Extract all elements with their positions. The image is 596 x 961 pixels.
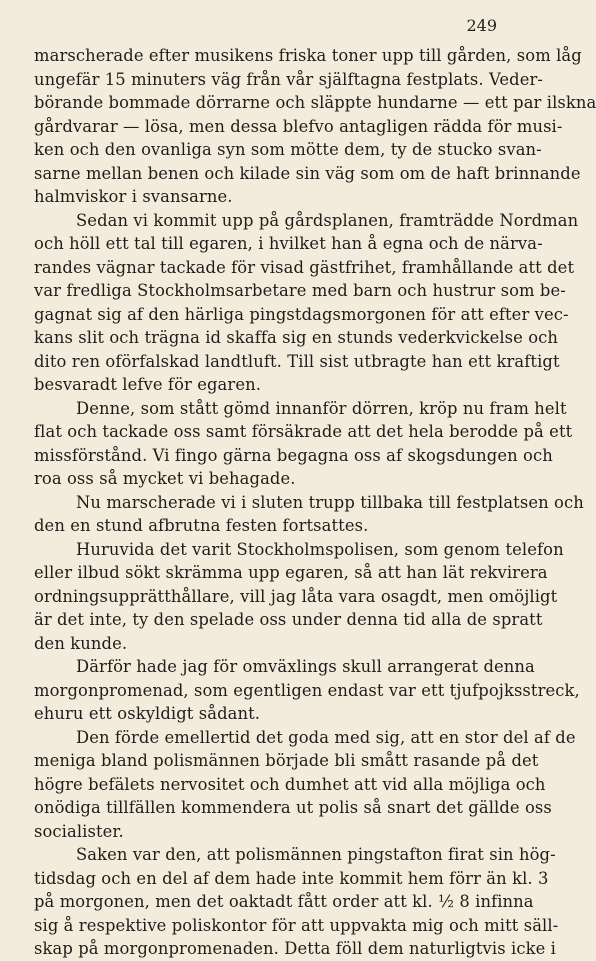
text-line: Denne, som stått gömd innanför dörren, kröp nu fram helt <box>76 398 567 418</box>
text-line: halmviskor i svansarne. <box>34 187 233 206</box>
text-line: skap på morgonpromenaden. Detta föll dem naturligtvis icke i <box>34 939 556 958</box>
text-line: sarne mellan benen och kilade sin väg som om de haft brinnande <box>34 163 581 183</box>
text-line: Den förde emellertid det goda med sig, att en stor del af de <box>76 727 576 747</box>
paragraph <box>34 397 573 491</box>
text-line: Saken var den, att polismännen pingstafton firat sin hög- <box>76 845 556 864</box>
paragraph <box>34 538 564 656</box>
text-line: randes vägnar tackade för visad gästfrihet, framhållande att det <box>34 257 575 277</box>
text-line: morgonpromenad, som egentligen endast var ett tjufpojksstreck, <box>34 680 580 700</box>
text-line: Huruvida det varit Stockholmspolisen, som genom telefon <box>76 539 564 559</box>
paragraph <box>34 209 579 397</box>
paragraph <box>34 491 584 538</box>
page-number: 249 <box>466 16 497 35</box>
text-line: är det inte, ty den spelade oss under denna tid alla de spratt <box>34 610 543 629</box>
text-line: eller ilbud sökt skrämma upp egaren, så att han lät rekvirera <box>34 563 548 582</box>
body-text <box>34 44 596 961</box>
text-line: Därför hade jag för omväxlings skull arrangerat denna <box>76 657 535 676</box>
paragraph <box>34 843 559 961</box>
paragraph <box>34 726 576 844</box>
text-line: ungefär 15 minuters väg från vår själftagna festplats. Veder- <box>34 69 544 89</box>
text-line: socialister. <box>34 821 124 841</box>
text-line: och höll ett tal till egaren, i hvilket han å egna och de närva- <box>34 234 543 253</box>
text-line: sig å respektive poliskontor för att uppvakta mig och mitt säll- <box>34 915 559 935</box>
text-line: marscherade efter musikens friska toner upp till gården, som låg <box>34 46 582 65</box>
text-line: tidsdag och en del af dem hade inte kommit hem förr än kl. 3 <box>34 868 549 888</box>
text-line: missförstånd. Vi fingo gärna begagna oss af skogsdungen och <box>34 445 553 465</box>
paragraph <box>34 44 596 209</box>
text-line: roa oss så mycket vi behagade. <box>34 469 296 488</box>
text-line: ehuru ett oskyldigt sådant. <box>34 704 261 723</box>
text-line: Sedan vi kommit upp på gårdsplanen, framträdde Nordman <box>76 210 579 230</box>
text-line: dito ren oförfalskad landtluft. Till sist utbragte han ett kraftigt <box>34 351 560 371</box>
text-line: ordningsupprätthållare, vill jag låta vara osagdt, men omöjligt <box>34 586 558 606</box>
text-line: ken och den ovanliga syn som mötte dem, ty de stucko svan- <box>34 140 542 159</box>
text-line: högre befälets nervositet och dumhet att vid alla möjliga och <box>34 774 546 794</box>
text-line: börande bommade dörrarne och släppte hundarne — ett par ilskna <box>34 93 596 112</box>
paragraph <box>34 655 580 726</box>
text-line: kans slit och trägna id skaffa sig en stunds vederkvickelse och <box>34 328 559 347</box>
text-line: flat och tackade oss samt försäkrade att det hela berodde på ett <box>34 422 573 441</box>
text-line: på morgonen, men det oaktadt fått order att kl. ½ 8 infinna <box>34 892 534 911</box>
text-line: var fredliga Stockholmsarbetare med barn och hustrur som be- <box>34 281 566 300</box>
text-line: gagnat sig af den härliga pingstdagsmorgonen för att efter vec- <box>34 304 569 324</box>
text-line: gårdvarar — lösa, men dessa blefvo antagligen rädda för musi- <box>34 116 563 136</box>
text-line: Nu marscherade vi i sluten trupp tillbaka till festplatsen och <box>76 492 584 512</box>
text-line: meniga bland polismännen började bli smått rasande på det <box>34 751 539 770</box>
text-line: besvaradt lefve för egaren. <box>34 375 262 394</box>
text-line: den en stund afbrutna festen fortsattes. <box>34 516 369 535</box>
text-line: onödiga tillfällen kommendera ut polis så snart det gällde oss <box>34 798 552 817</box>
text-line: den kunde. <box>34 633 128 653</box>
